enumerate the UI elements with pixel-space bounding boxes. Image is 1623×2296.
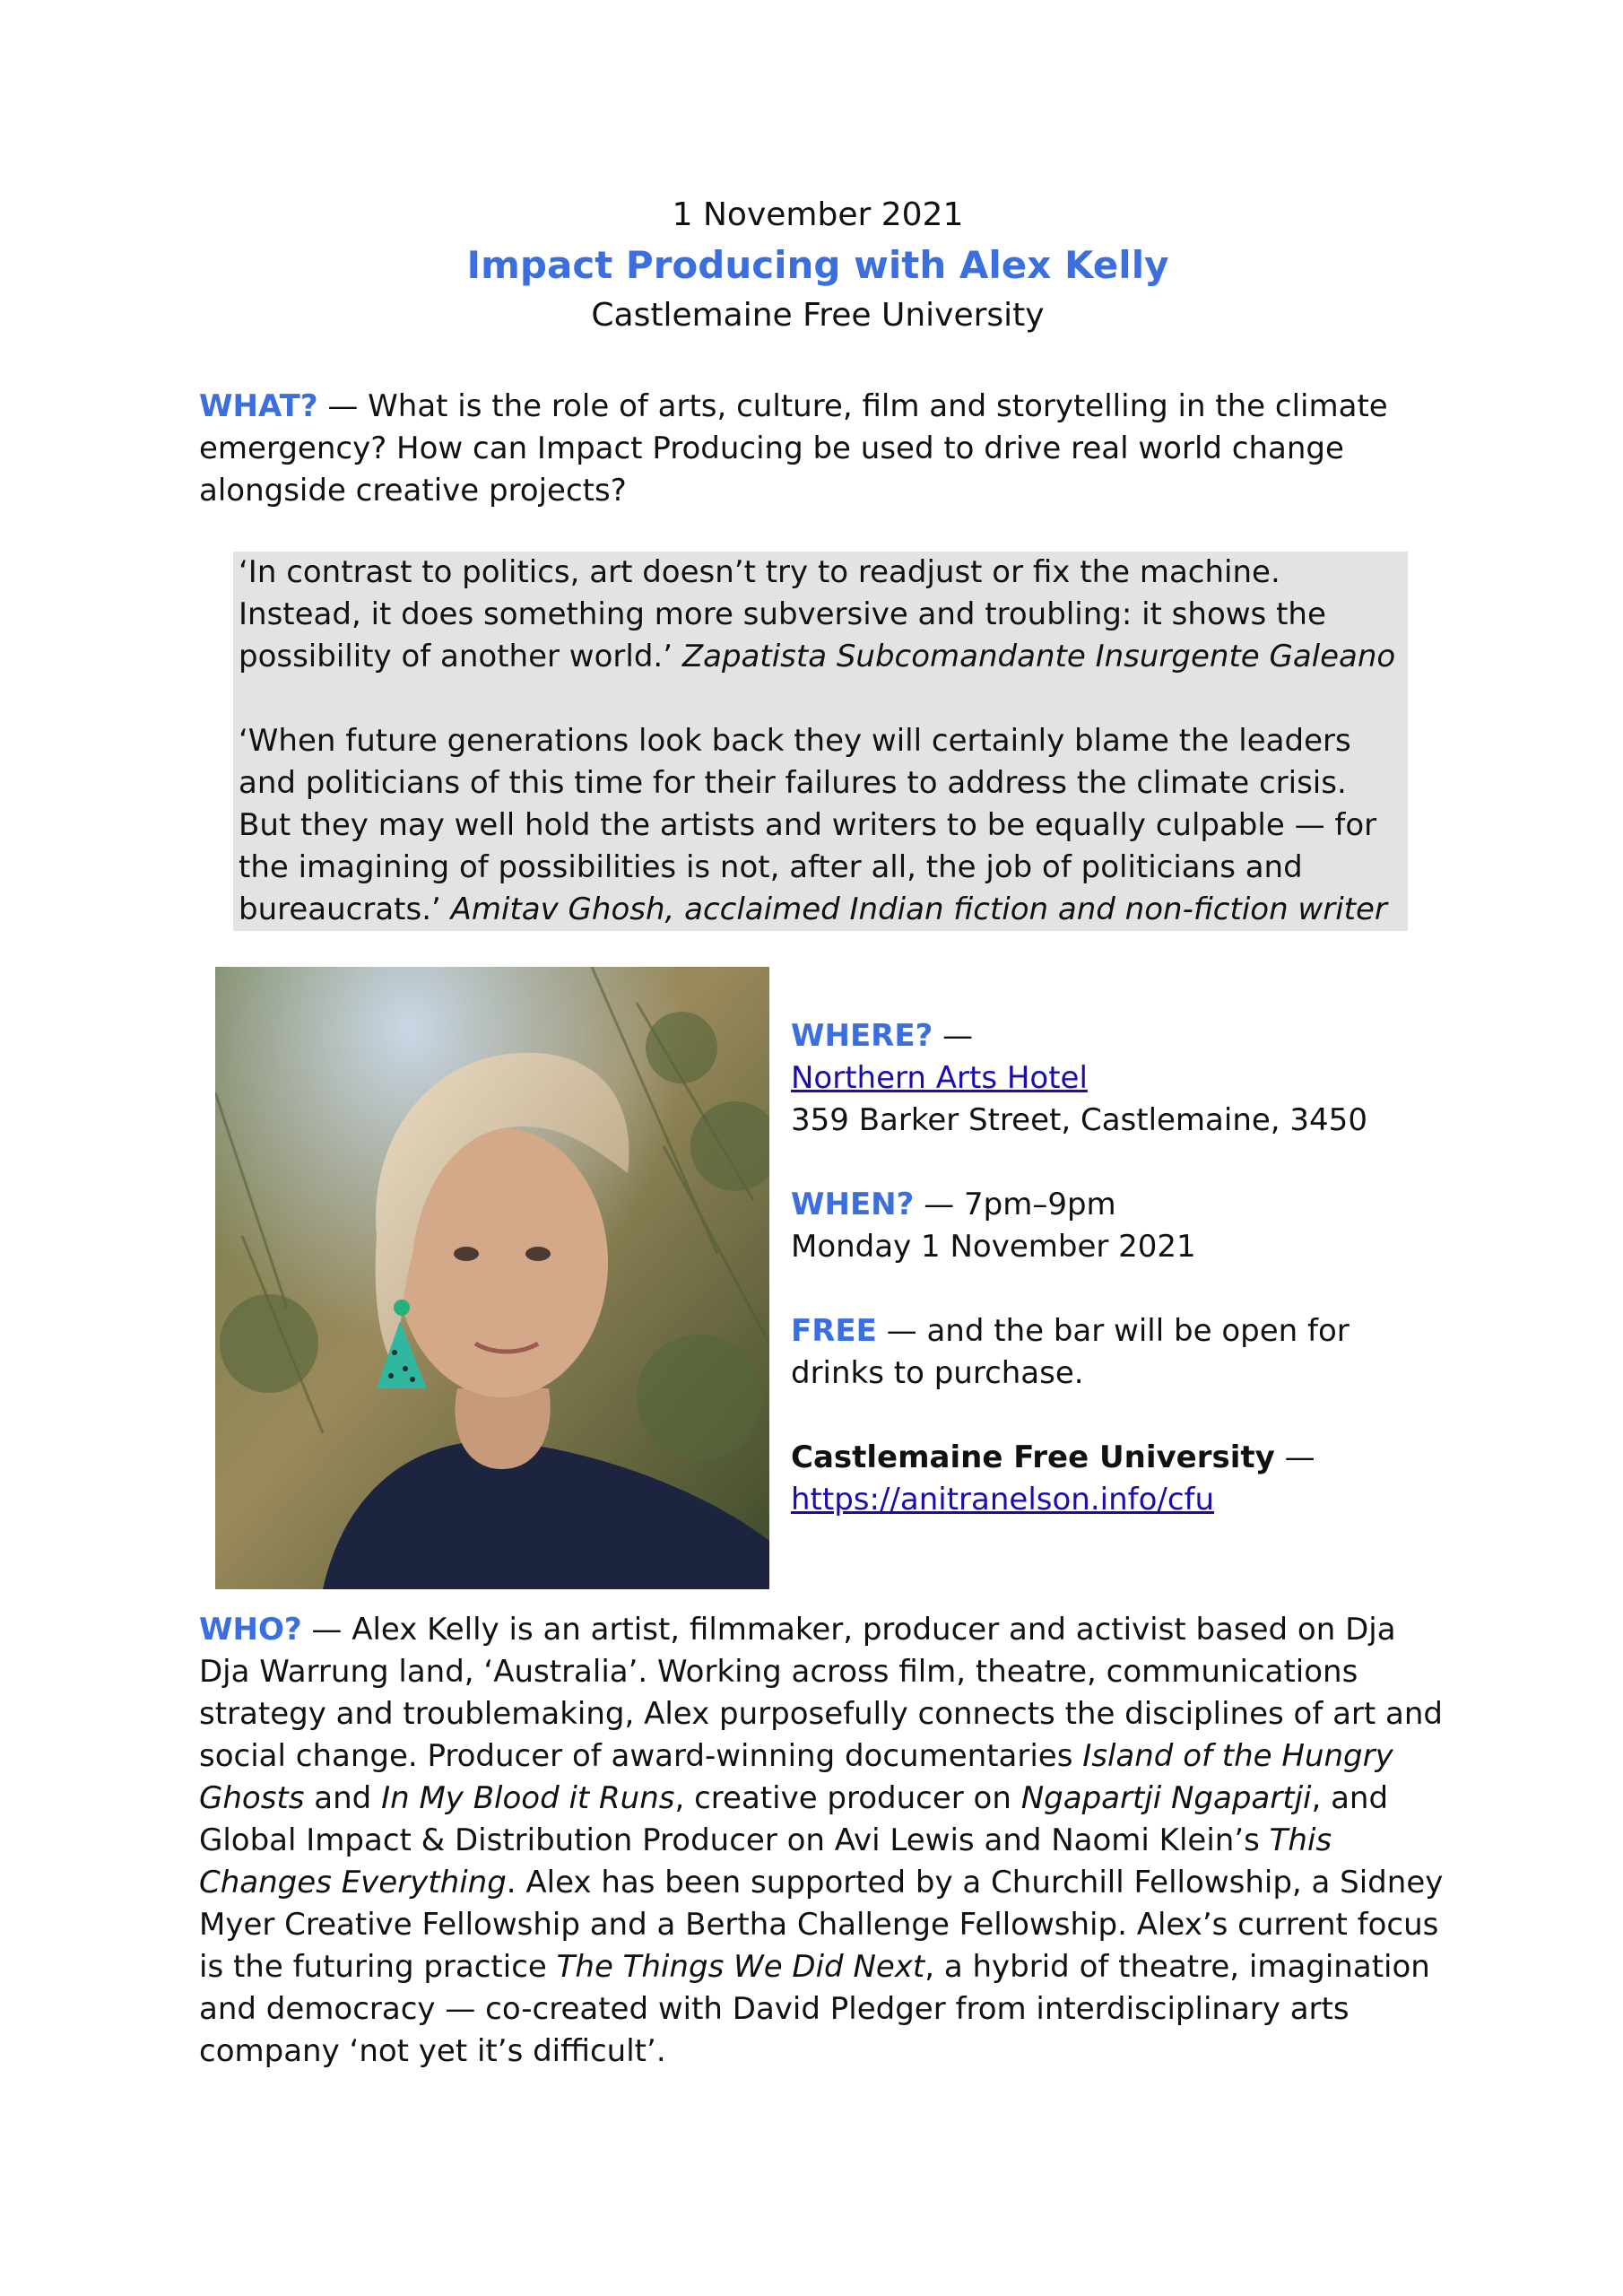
when-label: WHEN?: [791, 1187, 915, 1222]
who-text: , and Global Impact & Distribution Producer on Avi Lewis and Naomi Klein’s: [199, 1780, 1389, 1858]
when-time: — 7pm–9pm: [914, 1187, 1116, 1222]
who-text: , a hybrid of theatre, imagination and democracy — co-created with David Pledger from interdisciplinary arts company ‘not yet it’s difficult’.: [199, 1949, 1430, 2069]
project-title: The Things We Did Next: [556, 1949, 925, 1985]
details-row: [199, 967, 1436, 1589]
event-details: [791, 1015, 1436, 1521]
free-label: FREE: [791, 1313, 877, 1349]
header: [199, 190, 1436, 341]
who-text: and: [304, 1780, 382, 1816]
where-dash: —: [933, 1018, 974, 1054]
cfu-section: [791, 1437, 1436, 1521]
who-text: — Alex Kelly is an artist, filmmaker, producer and activist based on Dja Dja Warrung land, ‘Australia’. Working across film, theatre, communications strategy and troublemaking, Alex purposefully connects the disciplines of art and social change. Producer of award-winning documentaries: [199, 1612, 1444, 1774]
event-flyer: [199, 190, 1444, 2073]
cfu-label: Castlemaine Free University: [791, 1439, 1275, 1475]
who-text: . Alex has been supported by a Churchill Fellowship, a Sidney Myer Creative Fellowship and a Bertha Challenge Fellowship. Alex’s current focus is the futuring practice: [199, 1865, 1444, 1985]
organisation-name: Castlemaine Free University: [591, 297, 1045, 334]
when-date: Monday 1 November 2021: [791, 1229, 1196, 1265]
who-section: [199, 1609, 1454, 2073]
film-title: This Changes Everything: [199, 1822, 1332, 1900]
quote-galeano: [239, 552, 1404, 678]
film-title: Ngapartji Ngapartji: [1020, 1780, 1312, 1816]
free-text: — and the bar will be open for drinks to purchase.: [791, 1313, 1350, 1391]
quotes-box: [233, 552, 1408, 931]
who-label: WHO?: [199, 1612, 302, 1648]
venue-link[interactable]: Northern Arts Hotel: [791, 1060, 1088, 1096]
film-title: Island of the Hungry Ghosts: [199, 1738, 1393, 1816]
what-section: [199, 386, 1445, 512]
cfu-dash: —: [1274, 1439, 1315, 1475]
venue-address: 359 Barker Street, Castlemaine, 3450: [791, 1102, 1367, 1138]
what-text: — What is the role of arts, culture, film and storytelling in the climate emergency? How can Impact Producing be used to drive real world change alongside creative projects?: [199, 388, 1388, 509]
quote-text: ‘In contrast to politics, art doesn’t try to readjust or fix the machine. Instead, it does something more subversive and troubling: it shows the possibility of another world.’: [239, 554, 1326, 674]
what-label: WHAT?: [199, 388, 318, 424]
quote-text: ‘When future generations look back they will certainly blame the leaders and politicians of this time for their failures to address the climate crisis. But they may well hold the artists and writers to be equally culpable — for the imagining of possibilities is not, after all, the job of politicians and bureaucrats.’: [239, 723, 1377, 927]
cfu-url-link[interactable]: https://anitranelson.info/cfu: [791, 1482, 1215, 1518]
event-date: 1 November 2021: [672, 196, 964, 233]
speaker-photo: [215, 967, 769, 1589]
who-text: , creative producer on: [674, 1780, 1021, 1816]
quote-attribution: Zapatista Subcomandante Insurgente Galeano: [681, 639, 1396, 674]
quote-ghosh: [239, 720, 1404, 931]
when-section: [791, 1184, 1436, 1268]
film-title: In My Blood it Runs: [381, 1780, 675, 1816]
where-section: [791, 1015, 1436, 1142]
free-section: [791, 1310, 1436, 1395]
where-label: WHERE?: [791, 1018, 933, 1054]
event-title: Impact Producing with Alex Kelly: [466, 243, 1169, 287]
quote-attribution: Amitav Ghosh, acclaimed Indian fiction and non-fiction writer: [450, 891, 1387, 927]
